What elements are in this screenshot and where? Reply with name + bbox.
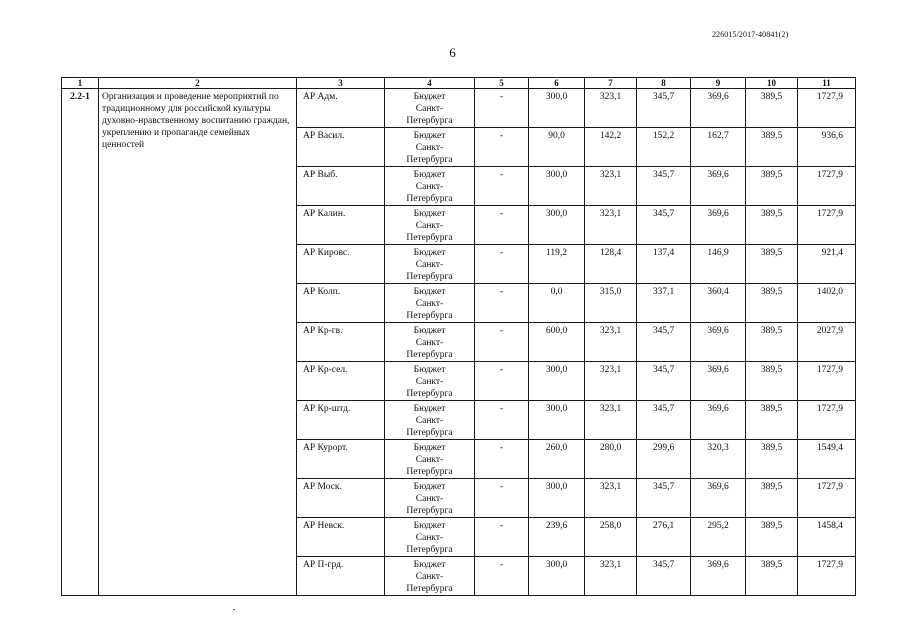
total-cell: 936,6 bbox=[798, 128, 856, 167]
funding-source-cell bbox=[385, 284, 475, 323]
funding-source-cell bbox=[385, 323, 475, 362]
value-cell-9: 369,6 bbox=[691, 206, 746, 245]
column-header: 10 bbox=[746, 78, 798, 89]
funding-source-line: Санкт- bbox=[415, 533, 444, 543]
total-cell: 1727,9 bbox=[798, 557, 856, 596]
column-5-cell: - bbox=[475, 362, 529, 401]
funding-source-line: Санкт- bbox=[415, 494, 444, 504]
value-cell-6: 239,6 bbox=[529, 518, 585, 557]
district-cell: АР Колп. bbox=[297, 284, 385, 323]
total-cell: 1727,9 bbox=[798, 401, 856, 440]
value-cell-7: 323,1 bbox=[585, 479, 637, 518]
value-cell-7: 323,1 bbox=[585, 323, 637, 362]
value-cell-10: 389,5 bbox=[746, 518, 798, 557]
funding-source-line: Петербурга bbox=[406, 194, 453, 204]
funding-source-line: Санкт- bbox=[415, 416, 444, 426]
value-cell-10: 389,5 bbox=[746, 245, 798, 284]
funding-source-cell bbox=[385, 440, 475, 479]
funding-source-line: Бюджет bbox=[413, 170, 446, 180]
value-cell-6: 300,0 bbox=[529, 362, 585, 401]
value-cell-7: 323,1 bbox=[585, 167, 637, 206]
value-cell-7: 280,0 bbox=[585, 440, 637, 479]
funding-source-cell bbox=[385, 89, 475, 128]
column-header: 7 bbox=[585, 78, 637, 89]
funding-source-line: Петербурга bbox=[406, 272, 453, 282]
value-cell-10: 389,5 bbox=[746, 362, 798, 401]
value-cell-6: 300,0 bbox=[529, 167, 585, 206]
value-cell-9: 369,6 bbox=[691, 323, 746, 362]
column-5-cell: - bbox=[475, 518, 529, 557]
funding-source-line: Санкт- bbox=[415, 455, 444, 465]
value-cell-10: 389,5 bbox=[746, 401, 798, 440]
value-cell-9: 162,7 bbox=[691, 128, 746, 167]
value-cell-7: 323,1 bbox=[585, 362, 637, 401]
funding-source-line: Бюджет bbox=[413, 443, 446, 453]
district-cell: АР Кировс. bbox=[297, 245, 385, 284]
value-cell-7: 323,1 bbox=[585, 206, 637, 245]
value-cell-9: 369,6 bbox=[691, 401, 746, 440]
total-cell: 1727,9 bbox=[798, 167, 856, 206]
funding-source-cell bbox=[385, 518, 475, 557]
value-cell-8: 137,4 bbox=[637, 245, 691, 284]
table-header bbox=[62, 78, 856, 89]
district-cell: АР Васил. bbox=[297, 128, 385, 167]
district-cell: АР Моск. bbox=[297, 479, 385, 518]
value-cell-7: 128,4 bbox=[585, 245, 637, 284]
value-cell-9: 369,6 bbox=[691, 167, 746, 206]
value-cell-9: 146,9 bbox=[691, 245, 746, 284]
value-cell-8: 345,7 bbox=[637, 362, 691, 401]
value-cell-10: 389,5 bbox=[746, 557, 798, 596]
funding-source-line: Бюджет bbox=[413, 209, 446, 219]
value-cell-6: 260,0 bbox=[529, 440, 585, 479]
funding-source-line: Петербурга bbox=[406, 233, 453, 243]
district-cell: АР П-грд. bbox=[297, 557, 385, 596]
value-cell-9: 360,4 bbox=[691, 284, 746, 323]
total-cell: 1458,4 bbox=[798, 518, 856, 557]
value-cell-8: 337,1 bbox=[637, 284, 691, 323]
funding-source-line: Санкт- bbox=[415, 260, 444, 270]
value-cell-10: 389,5 bbox=[746, 323, 798, 362]
column-header: 2 bbox=[99, 78, 297, 89]
district-cell: АР Адм. bbox=[297, 89, 385, 128]
district-cell: АР Невск. bbox=[297, 518, 385, 557]
value-cell-6: 90,0 bbox=[529, 128, 585, 167]
value-cell-9: 369,6 bbox=[691, 89, 746, 128]
funding-source-line: Бюджет bbox=[413, 92, 446, 102]
table-row bbox=[62, 89, 856, 128]
funding-source-cell bbox=[385, 245, 475, 284]
column-header: 6 bbox=[529, 78, 585, 89]
funding-source-line: Бюджет bbox=[413, 521, 446, 531]
funding-source-cell bbox=[385, 128, 475, 167]
value-cell-9: 295,2 bbox=[691, 518, 746, 557]
funding-source-line: Бюджет bbox=[413, 365, 446, 375]
value-cell-9: 369,6 bbox=[691, 557, 746, 596]
funding-source-line: Бюджет bbox=[413, 404, 446, 414]
funding-source-line: Петербурга bbox=[406, 350, 453, 360]
column-5-cell: - bbox=[475, 557, 529, 596]
funding-source-line: Петербурга bbox=[406, 428, 453, 438]
funding-source-cell bbox=[385, 401, 475, 440]
funding-source-line: Санкт- bbox=[415, 377, 444, 387]
column-5-cell: - bbox=[475, 440, 529, 479]
total-cell: 1549,4 bbox=[798, 440, 856, 479]
value-cell-8: 345,7 bbox=[637, 479, 691, 518]
district-cell: АР Калин. bbox=[297, 206, 385, 245]
funding-source-line: Бюджет bbox=[413, 560, 446, 570]
value-cell-7: 323,1 bbox=[585, 401, 637, 440]
funding-source-cell bbox=[385, 362, 475, 401]
value-cell-6: 300,0 bbox=[529, 557, 585, 596]
column-5-cell: - bbox=[475, 323, 529, 362]
value-cell-7: 315,0 bbox=[585, 284, 637, 323]
value-cell-7: 323,1 bbox=[585, 557, 637, 596]
value-cell-6: 119,2 bbox=[529, 245, 585, 284]
activity-description-cell: Организация и проведение мероприятий по традиционному для российской культуры духовно-нравственному воспитанию граждан, укреплению и пропаганде семейных ценностей bbox=[99, 89, 297, 596]
total-cell: 1727,9 bbox=[798, 206, 856, 245]
document-registration-code: 226015/2017-40841(2) bbox=[712, 30, 789, 39]
total-cell: 1727,9 bbox=[798, 362, 856, 401]
funding-source-line: Бюджет bbox=[413, 248, 446, 258]
column-5-cell: - bbox=[475, 284, 529, 323]
district-cell: АР Кр-сел. bbox=[297, 362, 385, 401]
value-cell-9: 369,6 bbox=[691, 362, 746, 401]
column-5-cell: - bbox=[475, 401, 529, 440]
value-cell-6: 0,0 bbox=[529, 284, 585, 323]
funding-source-line: Петербурга bbox=[406, 389, 453, 399]
column-5-cell: - bbox=[475, 89, 529, 128]
funding-source-line: Бюджет bbox=[413, 131, 446, 141]
value-cell-7: 258,0 bbox=[585, 518, 637, 557]
item-number-cell: 2.2-1 bbox=[62, 89, 99, 596]
column-5-cell: - bbox=[475, 479, 529, 518]
value-cell-8: 345,7 bbox=[637, 401, 691, 440]
column-header: 3 bbox=[297, 78, 385, 89]
funding-source-line: Петербурга bbox=[406, 116, 453, 126]
value-cell-8: 276,1 bbox=[637, 518, 691, 557]
value-cell-10: 389,5 bbox=[746, 128, 798, 167]
total-cell: 2027,9 bbox=[798, 323, 856, 362]
total-cell: 1727,9 bbox=[798, 89, 856, 128]
table-body bbox=[62, 89, 856, 596]
funding-source-line: Санкт- bbox=[415, 221, 444, 231]
value-cell-7: 142,2 bbox=[585, 128, 637, 167]
funding-source-line: Санкт- bbox=[415, 299, 444, 309]
value-cell-10: 389,5 bbox=[746, 440, 798, 479]
budget-table bbox=[61, 77, 856, 596]
value-cell-10: 389,5 bbox=[746, 479, 798, 518]
value-cell-9: 320,3 bbox=[691, 440, 746, 479]
value-cell-6: 300,0 bbox=[529, 206, 585, 245]
value-cell-10: 389,5 bbox=[746, 167, 798, 206]
value-cell-9: 369,6 bbox=[691, 479, 746, 518]
column-5-cell: - bbox=[475, 128, 529, 167]
value-cell-6: 300,0 bbox=[529, 479, 585, 518]
funding-source-line: Петербурга bbox=[406, 155, 453, 165]
column-header: 1 bbox=[62, 78, 99, 89]
total-cell: 921,4 bbox=[798, 245, 856, 284]
funding-source-line: Петербурга bbox=[406, 584, 453, 594]
district-cell: АР Выб. bbox=[297, 167, 385, 206]
funding-source-cell bbox=[385, 479, 475, 518]
district-cell: АР Курорт. bbox=[297, 440, 385, 479]
column-5-cell: - bbox=[475, 206, 529, 245]
value-cell-6: 300,0 bbox=[529, 401, 585, 440]
value-cell-10: 389,5 bbox=[746, 284, 798, 323]
value-cell-6: 600,0 bbox=[529, 323, 585, 362]
value-cell-10: 389,5 bbox=[746, 206, 798, 245]
funding-source-line: Петербурга bbox=[406, 467, 453, 477]
funding-source-cell bbox=[385, 206, 475, 245]
funding-source-line: Петербурга bbox=[406, 506, 453, 516]
value-cell-8: 152,2 bbox=[637, 128, 691, 167]
funding-source-line: Санкт- bbox=[415, 572, 444, 582]
funding-source-line: Бюджет bbox=[413, 482, 446, 492]
page-number: 6 bbox=[449, 45, 456, 60]
funding-source-cell bbox=[385, 167, 475, 206]
total-cell: 1402,0 bbox=[798, 284, 856, 323]
funding-source-line: Санкт- bbox=[415, 182, 444, 192]
column-header: 11 bbox=[798, 78, 856, 89]
scan-speck bbox=[233, 609, 235, 610]
value-cell-8: 345,7 bbox=[637, 206, 691, 245]
funding-source-line: Санкт- bbox=[415, 143, 444, 153]
funding-source-cell bbox=[385, 557, 475, 596]
value-cell-10: 389,5 bbox=[746, 89, 798, 128]
funding-source-line: Санкт- bbox=[415, 338, 444, 348]
total-cell: 1727,9 bbox=[798, 479, 856, 518]
district-cell: АР Кр-штд. bbox=[297, 401, 385, 440]
column-5-cell: - bbox=[475, 245, 529, 284]
value-cell-8: 345,7 bbox=[637, 89, 691, 128]
value-cell-7: 323,1 bbox=[585, 89, 637, 128]
column-header: 8 bbox=[637, 78, 691, 89]
funding-source-line: Петербурга bbox=[406, 311, 453, 321]
value-cell-8: 299,6 bbox=[637, 440, 691, 479]
column-header: 4 bbox=[385, 78, 475, 89]
funding-source-line: Петербурга bbox=[406, 545, 453, 555]
column-number-row bbox=[62, 78, 856, 89]
column-header: 5 bbox=[475, 78, 529, 89]
value-cell-8: 345,7 bbox=[637, 323, 691, 362]
funding-source-line: Бюджет bbox=[413, 326, 446, 336]
funding-source-line: Бюджет bbox=[413, 287, 446, 297]
column-header: 9 bbox=[691, 78, 746, 89]
column-5-cell: - bbox=[475, 167, 529, 206]
value-cell-8: 345,7 bbox=[637, 557, 691, 596]
district-cell: АР Кр-гв. bbox=[297, 323, 385, 362]
value-cell-8: 345,7 bbox=[637, 167, 691, 206]
value-cell-6: 300,0 bbox=[529, 89, 585, 128]
funding-source-line: Санкт- bbox=[415, 104, 444, 114]
